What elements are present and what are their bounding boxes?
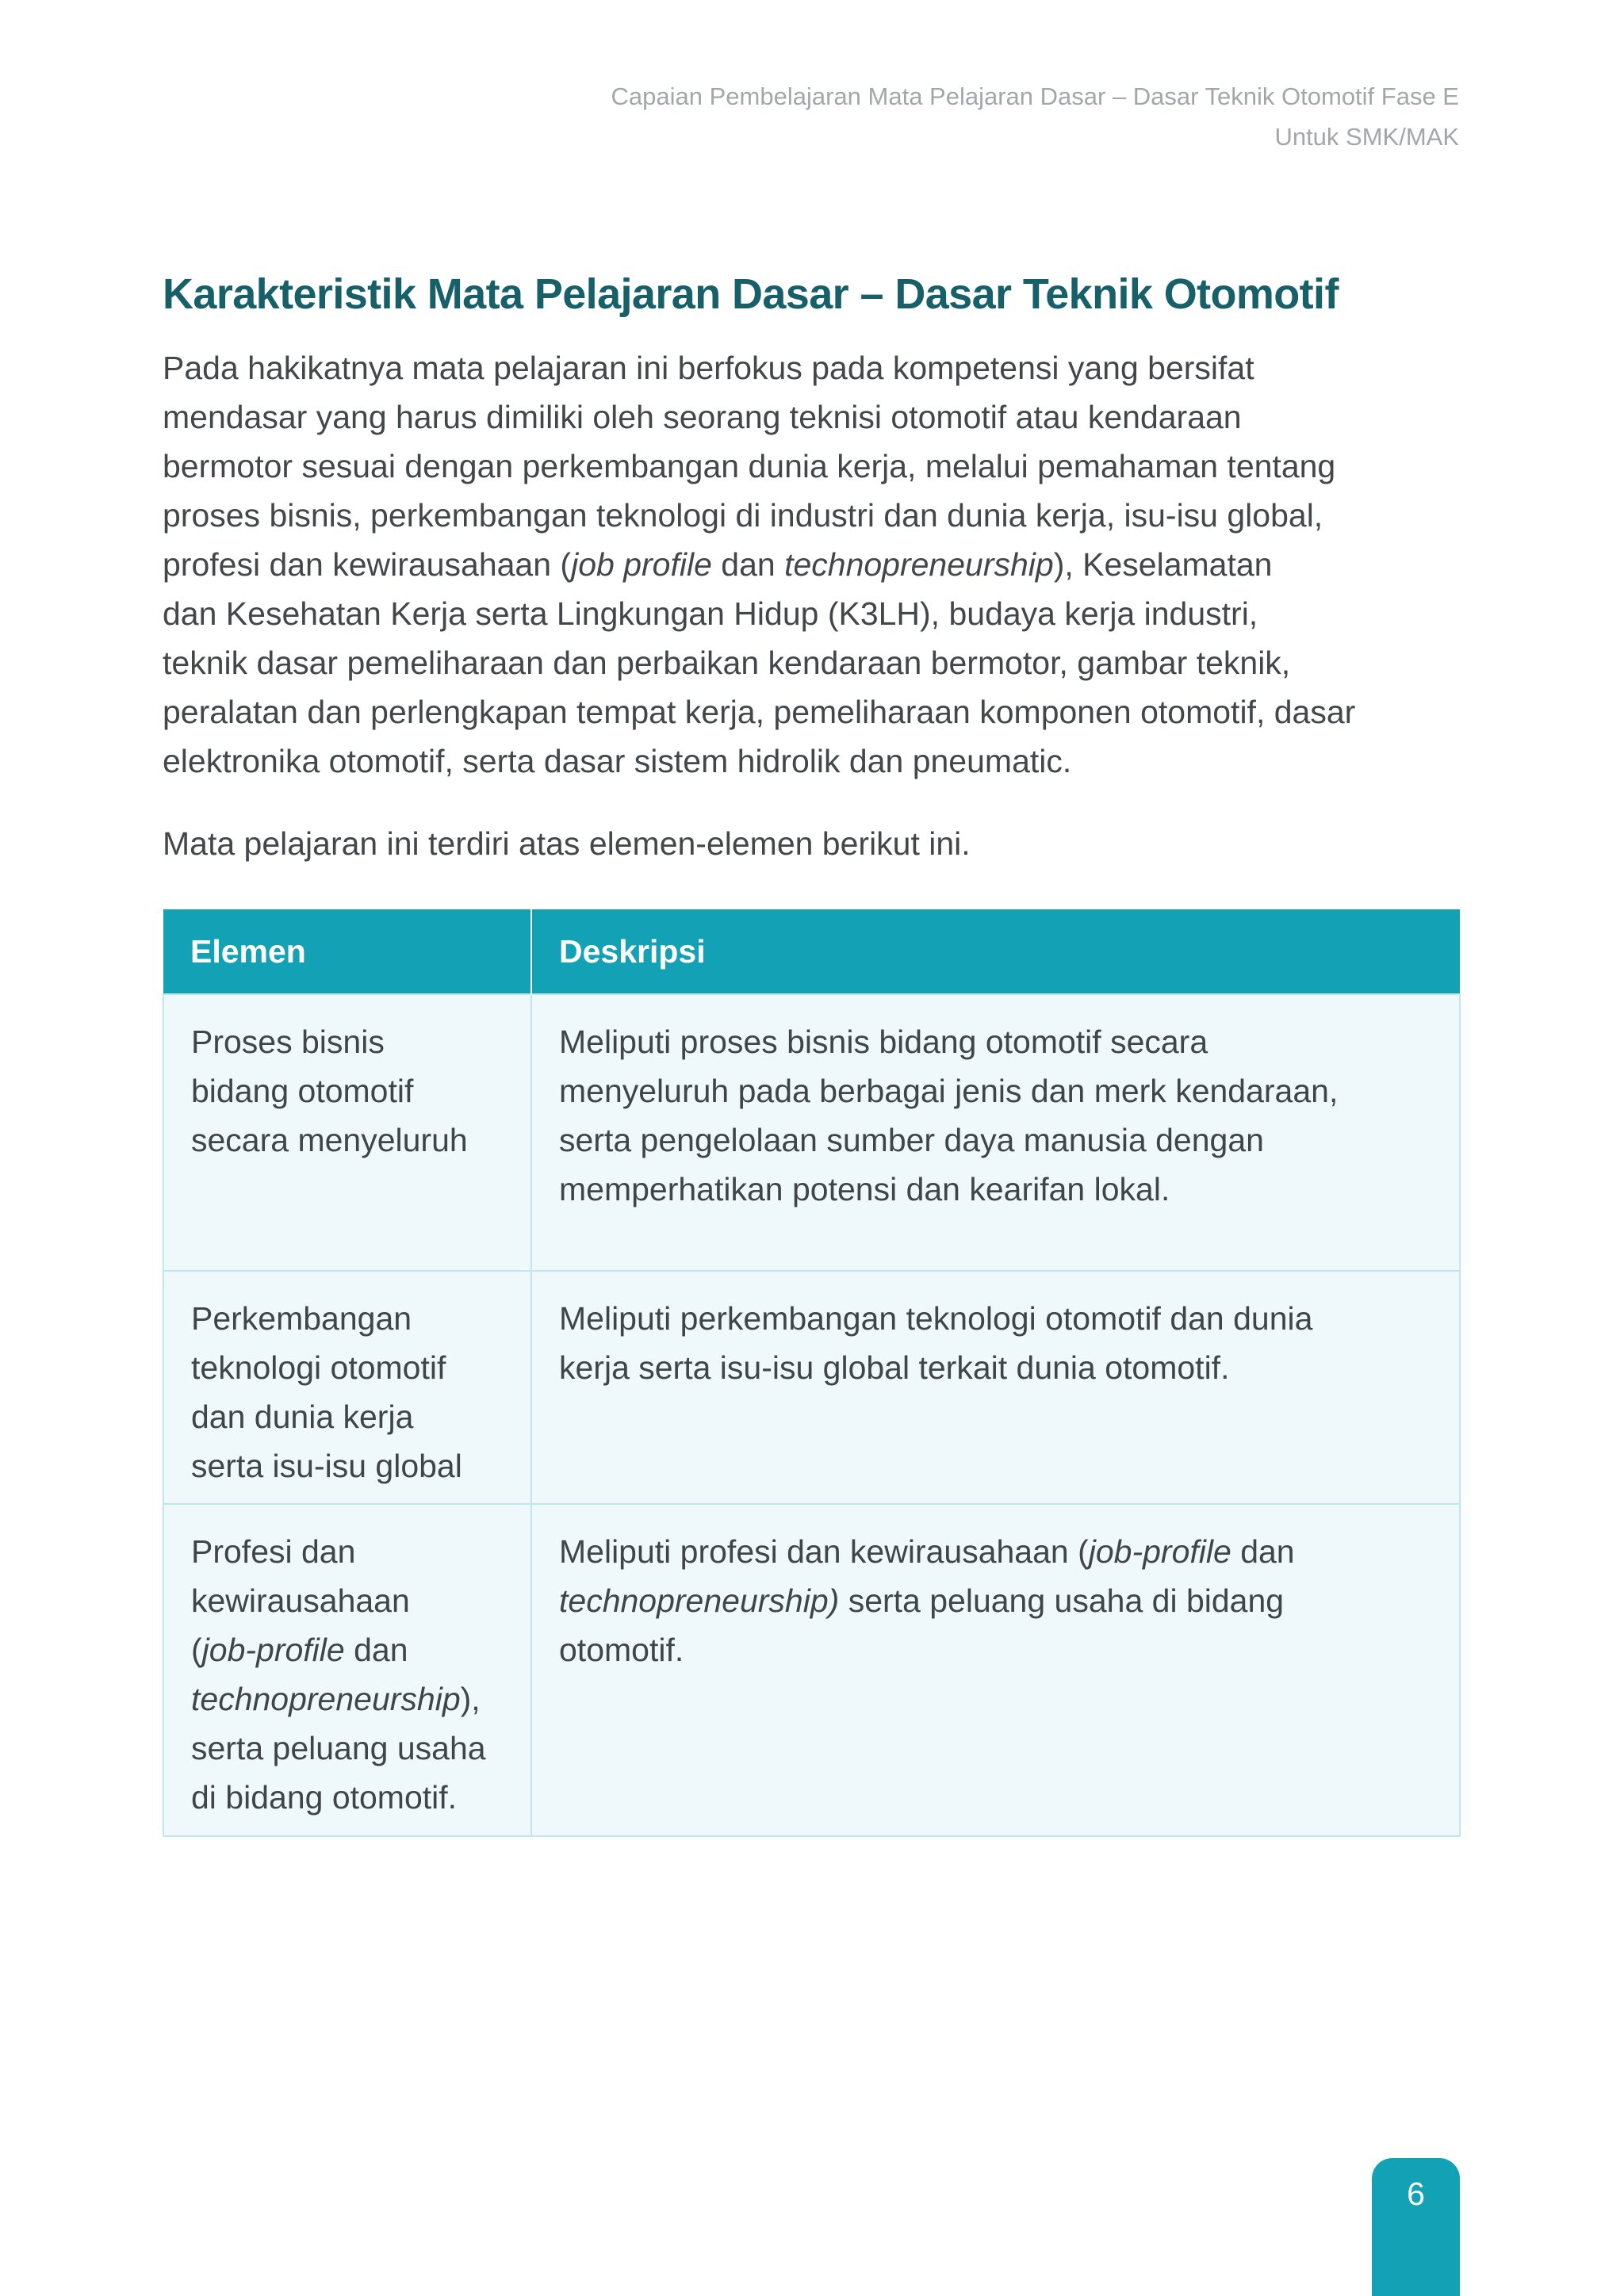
column-header-elemen: Elemen <box>163 909 531 994</box>
section-title: Karakteristik Mata Pelajaran Dasar – Dasar Teknik Otomotif <box>163 270 1339 318</box>
elemen-cell <box>163 1271 531 1504</box>
cell-line: memperhatikan potensi dan kearifan lokal. <box>559 1171 1170 1207</box>
cell-line: bidang otomotif <box>191 1073 414 1109</box>
cell-text: ), <box>460 1681 481 1717</box>
intro-italic-term: technopreneurship <box>784 546 1054 583</box>
table-header-row <box>163 909 1460 994</box>
intro-line: peralatan dan perlengkapan tempat kerja, pemeliharaan komponen otomotif, dasar <box>163 694 1356 730</box>
intro-italic-term: job profile <box>571 546 712 583</box>
deskripsi-cell <box>531 994 1460 1271</box>
cell-line: dan dunia kerja <box>191 1399 414 1435</box>
cell-line: teknologi otomotif <box>191 1349 446 1386</box>
intro-line: dan Kesehatan Kerja serta Lingkungan Hidup (K3LH), budaya kerja industri, <box>163 595 1258 632</box>
page-number-tab <box>1372 2158 1460 2296</box>
cell-text: serta peluang usaha di bidang <box>839 1582 1285 1619</box>
cell-line <box>191 1625 504 1674</box>
cell-line: Meliputi proses bisnis bidang otomotif secara <box>559 1024 1208 1060</box>
page-number: 6 <box>1407 2175 1425 2212</box>
cell-line: Perkembangan <box>191 1300 412 1337</box>
cell-italic-term: job-profile <box>201 1632 345 1668</box>
running-header-subtitle: Untuk SMK/MAK <box>1274 123 1459 151</box>
cell-line: otomotif. <box>559 1632 684 1668</box>
cell-text: ( <box>191 1632 202 1668</box>
cell-line: menyeluruh pada berbagai jenis dan merk kendaraan, <box>559 1073 1339 1109</box>
cell-line: serta pengelolaan sumber daya manusia dengan <box>559 1122 1264 1158</box>
deskripsi-cell <box>531 1271 1460 1504</box>
running-header <box>611 76 1459 157</box>
cell-line <box>559 1527 1432 1576</box>
intro-line <box>163 540 1463 589</box>
intro-line: Pada hakikatnya mata pelajaran ini berfokus pada kompetensi yang bersifat <box>163 350 1254 386</box>
cell-line <box>559 1576 1432 1625</box>
column-header-deskripsi: Deskripsi <box>531 909 1460 994</box>
cell-line <box>191 1674 504 1724</box>
table-row <box>163 994 1460 1271</box>
cell-text: Meliputi profesi dan kewirausahaan ( <box>559 1533 1089 1570</box>
cell-text: dan <box>1231 1533 1295 1570</box>
cell-line: serta isu-isu global <box>191 1448 462 1484</box>
table-row <box>163 1271 1460 1504</box>
intro-paragraph <box>163 343 1463 786</box>
cell-text: dan <box>344 1632 408 1668</box>
intro-line: teknik dasar pemeliharaan dan perbaikan kendaraan bermotor, gambar teknik, <box>163 645 1291 681</box>
intro-line: proses bisnis, perkembangan teknologi di industri dan dunia kerja, isu-isu global, <box>163 497 1323 534</box>
cell-line: kewirausahaan <box>191 1582 410 1619</box>
cell-line: Profesi dan <box>191 1533 356 1570</box>
intro-text: dan <box>711 546 785 583</box>
intro-text: ), Keselamatan <box>1053 546 1273 583</box>
cell-italic-term: technopreneurship <box>191 1681 461 1717</box>
intro-line: elektronika otomotif, serta dasar sistem hidrolik dan pneumatic. <box>163 743 1072 779</box>
elemen-cell <box>163 1504 531 1836</box>
cell-line: serta peluang usaha <box>191 1730 486 1766</box>
table-row <box>163 1504 1460 1836</box>
intro-text: profesi dan kewirausahaan ( <box>163 546 572 583</box>
cell-line: kerja serta isu-isu global terkait dunia otomotif. <box>559 1349 1230 1386</box>
running-header-title: Capaian Pembelajaran Mata Pelajaran Dasar – Dasar Teknik Otomotif Fase E <box>611 82 1459 110</box>
elemen-cell <box>163 994 531 1271</box>
elements-table <box>163 909 1461 1837</box>
cell-italic-term: job-profile <box>1088 1533 1231 1570</box>
cell-italic-term: technopreneurship) <box>559 1582 840 1619</box>
deskripsi-cell <box>531 1504 1460 1836</box>
lead-paragraph: Mata pelajaran ini terdiri atas elemen-elemen berikut ini. <box>163 825 971 862</box>
cell-line: Meliputi perkembangan teknologi otomotif dan dunia <box>559 1300 1313 1337</box>
cell-line: di bidang otomotif. <box>191 1779 458 1816</box>
intro-line: bermotor sesuai dengan perkembangan dunia kerja, melalui pemahaman tentang <box>163 448 1336 484</box>
cell-line: secara menyeluruh <box>191 1122 468 1158</box>
intro-line: mendasar yang harus dimiliki oleh seorang teknisi otomotif atau kendaraan <box>163 399 1242 435</box>
cell-line: Proses bisnis <box>191 1024 385 1060</box>
